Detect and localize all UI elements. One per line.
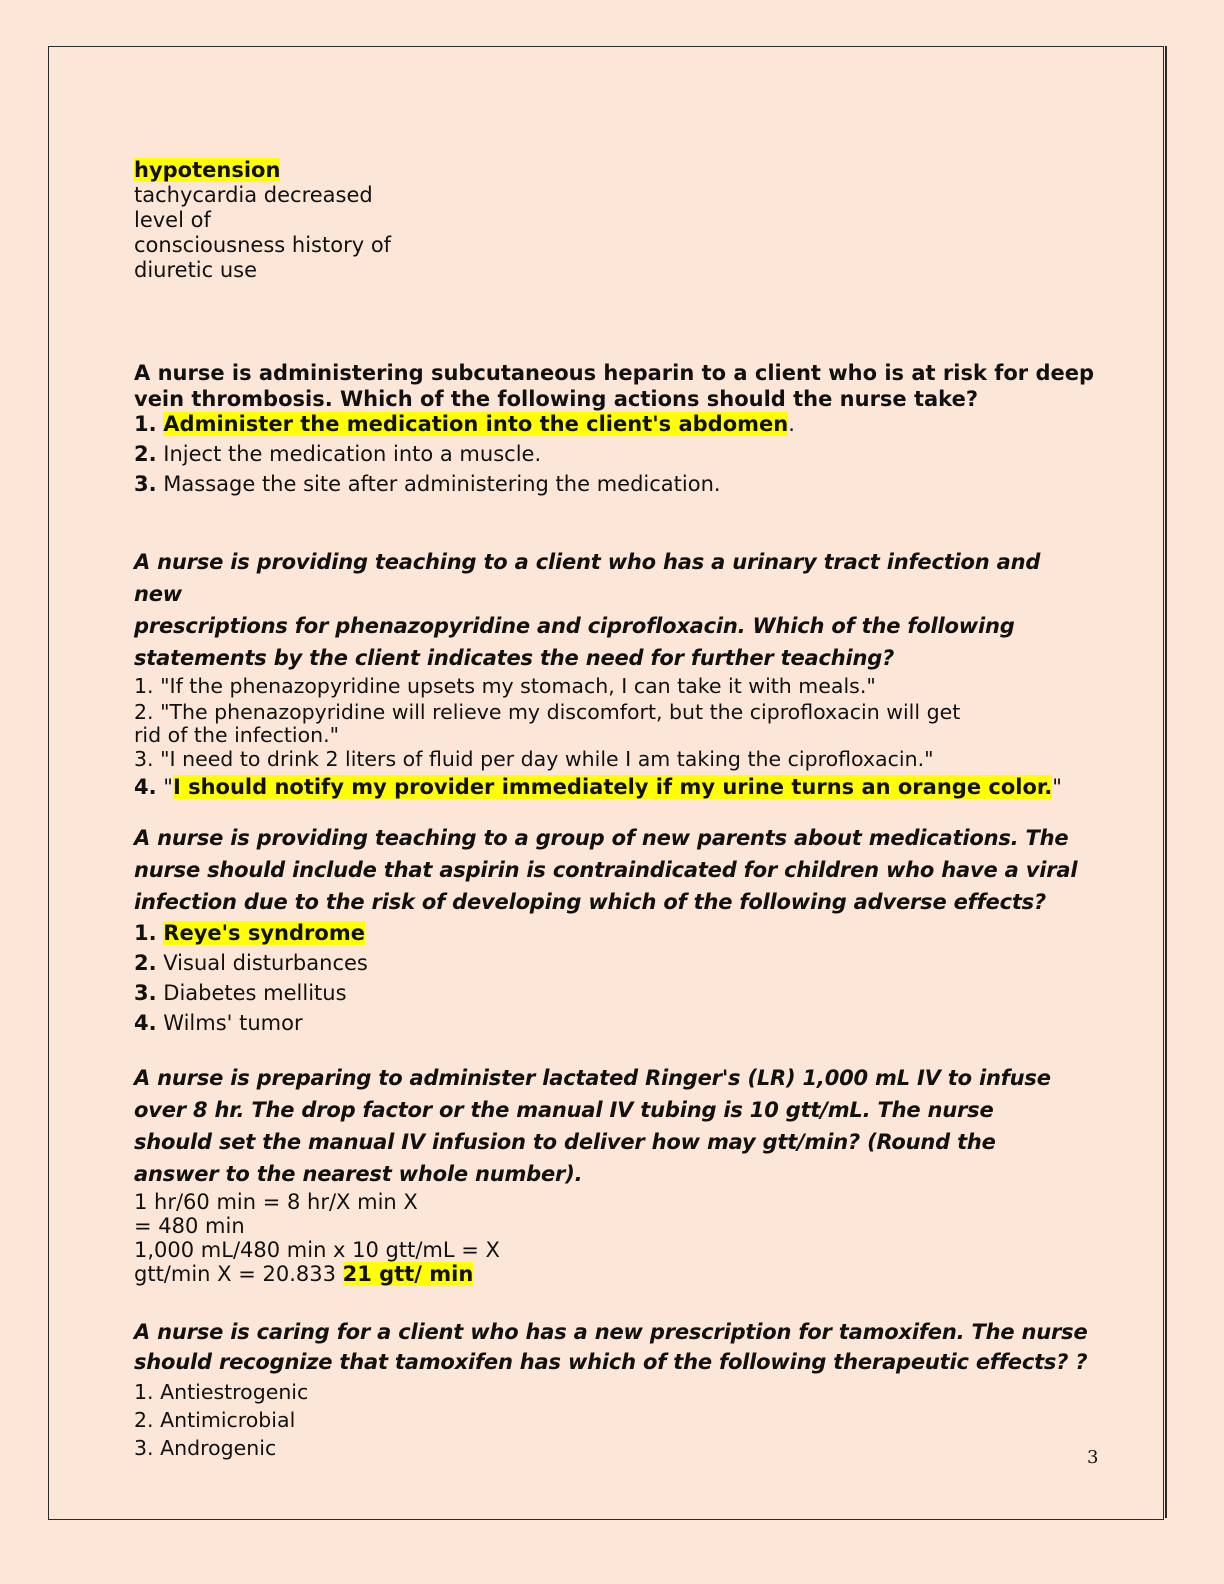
option	[134, 701, 1094, 747]
option-number: 1.	[134, 412, 157, 436]
option	[134, 978, 1094, 1008]
list-line: diuretic use	[134, 258, 258, 282]
option-suffix: "	[1052, 775, 1062, 799]
stem-line: A nurse is providing teaching to a client who has a urinary tract infection and new	[134, 550, 1041, 606]
question-stem	[134, 1062, 1094, 1190]
stem-line: nurse should include that aspirin is contraindicated for children who have a viral	[134, 858, 1078, 882]
stem-line: over 8 hr. The drop factor or the manual IV tubing is 10 gtt/mL. The nurse	[134, 1098, 994, 1122]
option-text: Androgenic	[160, 1436, 277, 1460]
question-2	[134, 546, 1094, 802]
option	[134, 772, 1094, 802]
list-line: tachycardia decreased	[134, 183, 373, 207]
calc-line: = 480 min	[134, 1214, 245, 1238]
option	[134, 1008, 1094, 1038]
stem-line: answer to the nearest whole number).	[134, 1162, 583, 1186]
option	[134, 439, 1094, 469]
calc-line: 1 hr/60 min = 8 hr/X min X	[134, 1190, 418, 1214]
option-number: 2.	[134, 1408, 154, 1432]
stem-line: vein thrombosis. Which of the following actions should the nurse take?	[134, 387, 979, 411]
stem-line: prescriptions for phenazopyridine and ciprofloxacin. Which of the following	[134, 614, 1015, 638]
option-text: "The phenazopyridine will relieve my discomfort, but the ciprofloxacin will get	[160, 700, 961, 724]
question-3	[134, 822, 1094, 1038]
page-number: 3	[1087, 1447, 1099, 1468]
option	[134, 469, 1094, 499]
option	[134, 948, 1094, 978]
option-suffix: .	[788, 412, 795, 436]
list-line: level of	[134, 208, 211, 232]
correct-answer: Administer the medication into the client's abdomen	[163, 412, 789, 436]
stem-line: A nurse is caring for a client who has a new prescription for tamoxifen. The nurse	[134, 1320, 1088, 1344]
correct-answer: Reye's syndrome	[163, 921, 365, 945]
document-body	[134, 158, 1094, 1462]
stem-line: A nurse is administering subcutaneous heparin to a client who is at risk for deep	[134, 361, 1095, 385]
stem-line: A nurse is preparing to administer lactated Ringer's (LR) 1,000 mL IV to infuse	[134, 1066, 1051, 1090]
option-number: 3.	[134, 1436, 154, 1460]
option-number: 3.	[134, 981, 157, 1005]
option-number: 4.	[134, 1011, 157, 1035]
option-text: Antimicrobial	[160, 1408, 296, 1432]
stem-line: should set the manual IV infusion to deliver how may gtt/min? (Round the	[134, 1130, 996, 1154]
option-text: Inject the medication into a muscle.	[163, 442, 542, 466]
option-number: 3.	[134, 747, 154, 771]
option	[134, 918, 1094, 948]
question-5	[134, 1316, 1094, 1462]
option	[134, 1406, 1094, 1434]
calculation	[134, 1190, 1094, 1286]
correct-answer: 21 gtt/ min	[342, 1262, 474, 1286]
stem-line: statements by the client indicates the need for further teaching?	[134, 646, 895, 670]
question-stem	[134, 1316, 1094, 1378]
option-text: "I need to drink 2 liters of fluid per day while I am taking the ciprofloxacin."	[160, 747, 934, 771]
option	[134, 674, 1094, 699]
option	[134, 1378, 1094, 1406]
calc-line: 1,000 mL/480 min x 10 gtt/mL = X	[134, 1238, 500, 1262]
question-1	[134, 357, 1094, 499]
question-4	[134, 1062, 1094, 1286]
option-prefix: "	[163, 775, 173, 799]
option-number: 2.	[134, 442, 157, 466]
option-text: rid of the infection."	[134, 723, 340, 747]
question-stem	[134, 357, 1094, 415]
question-stem	[134, 546, 1094, 674]
question-stem	[134, 822, 1094, 918]
correct-answer: I should notify my provider immediately if my urine turns an orange color.	[172, 775, 1053, 799]
option-number: 2.	[134, 700, 154, 724]
option-number: 1.	[134, 1380, 154, 1404]
symptom-list	[134, 158, 1094, 283]
option-text: Massage the site after administering the medication.	[163, 472, 721, 496]
stem-line: should recognize that tamoxifen has which of the following therapeutic effects? ?	[134, 1350, 1088, 1374]
option	[134, 747, 1094, 772]
stem-line: infection due to the risk of developing which of the following adverse effects?	[134, 890, 1046, 914]
option-text: Visual disturbances	[163, 951, 368, 975]
highlighted-answer: hypotension	[134, 158, 281, 182]
stem-line: A nurse is providing teaching to a group of new parents about medications. The	[134, 826, 1069, 850]
option-text: Wilms' tumor	[163, 1011, 303, 1035]
option	[134, 1434, 1094, 1462]
option-number: 1.	[134, 921, 157, 945]
calc-line: gtt/min X = 20.833	[134, 1262, 343, 1286]
list-line: consciousness history of	[134, 233, 392, 257]
option-text: Antiestrogenic	[160, 1380, 309, 1404]
option-number: 3.	[134, 472, 157, 496]
option-text: Diabetes mellitus	[163, 981, 347, 1005]
option-number: 2.	[134, 951, 157, 975]
option-text: "If the phenazopyridine upsets my stomach, I can take it with meals."	[160, 674, 876, 698]
option-number: 1.	[134, 674, 154, 698]
option-number: 4.	[134, 775, 157, 799]
